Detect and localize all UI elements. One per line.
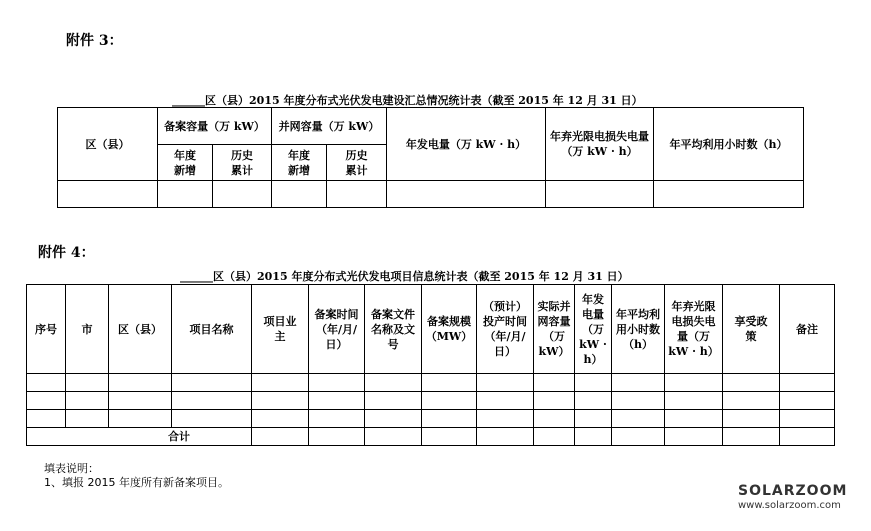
table-cell: [665, 374, 723, 392]
table-cell: [172, 392, 252, 410]
attachment4-heading: 附件 4：: [38, 245, 95, 261]
table-cell: [612, 410, 665, 428]
attachment3-caption: ______区（县）2015 年度分布式光伏发电建设汇总情况统计表（截至 2015 年 12 月 31 日）: [172, 94, 643, 107]
attachment4-table: [26, 284, 835, 446]
table-cell: [612, 374, 665, 392]
col-district: 区（县）: [109, 285, 172, 374]
table-cell: [309, 410, 365, 428]
table-cell: [575, 410, 612, 428]
table-cell: [365, 428, 422, 446]
table-cell: [27, 410, 66, 428]
table-cell: [365, 410, 422, 428]
table-cell: [252, 410, 309, 428]
table-cell: [252, 392, 309, 410]
table-row: [27, 410, 835, 428]
table-cell: [58, 181, 158, 208]
col-project-name: 项目名称: [172, 285, 252, 374]
table-cell: [477, 410, 534, 428]
table-cell: [27, 374, 66, 392]
attachment3-heading: 附件 3：: [66, 33, 123, 49]
table-cell: [109, 374, 172, 392]
col-annual-generation: 年发电量（万kW · h）: [575, 285, 612, 374]
sub-grid-total: 历史累计: [327, 145, 387, 181]
col-project-owner: 项目业主: [252, 285, 309, 374]
table-cell: [387, 181, 546, 208]
col-filing-date: 备案时间（年/月/日）: [309, 285, 365, 374]
attachment3-table: [57, 107, 804, 208]
table-cell: [534, 410, 575, 428]
table-cell: [172, 374, 252, 392]
table-cell: [477, 428, 534, 446]
table-cell: [109, 392, 172, 410]
table-cell: [534, 428, 575, 446]
table-cell: [534, 392, 575, 410]
solarzoom-logo: SOLARZOOM: [738, 483, 848, 499]
table-row: [58, 181, 804, 208]
col-operation-date: （预计）投产时间（年/月/日）: [477, 285, 534, 374]
table-cell: [534, 374, 575, 392]
table-cell: [422, 410, 477, 428]
sub-filed-new: 年度新增: [158, 145, 213, 181]
table-cell: [477, 392, 534, 410]
col-index: 序号: [27, 285, 66, 374]
table-row: [27, 374, 835, 392]
sub-grid-new: 年度新增: [272, 145, 327, 181]
table-cell: [213, 181, 272, 208]
table-cell: [546, 181, 654, 208]
total-row: [27, 428, 835, 446]
notes-title: 填表说明：: [44, 462, 99, 475]
table-cell: [252, 428, 309, 446]
notes-item-1: 1、填报 2015 年度所有新备案项目。: [44, 476, 229, 489]
attachment4-caption: ______区（县）2015 年度分布式光伏发电项目信息统计表（截至 2015 年 12 月 31 日）: [180, 270, 629, 283]
table-cell: [723, 392, 780, 410]
table-cell: [365, 374, 422, 392]
col-curtailment-loss: 年弃光限电损失电量（万 kW · h）: [546, 108, 654, 181]
table-cell: [612, 392, 665, 410]
table-cell: [158, 181, 213, 208]
solarzoom-url: www.solarzoom.com: [738, 500, 841, 511]
table-cell: [109, 410, 172, 428]
table-cell: [575, 428, 612, 446]
col-filing-scale: 备案规模（MW）: [422, 285, 477, 374]
table-cell: [365, 392, 422, 410]
table-cell: [665, 392, 723, 410]
col-curtailment-loss: 年弃光限电损失电量（万kW · h）: [665, 285, 723, 374]
table-cell: [780, 392, 835, 410]
table-cell: [575, 392, 612, 410]
table-cell: [327, 181, 387, 208]
table-cell: [665, 428, 723, 446]
table-cell: [66, 374, 109, 392]
table-cell: [66, 410, 109, 428]
table-cell: [780, 428, 835, 446]
table-cell: [272, 181, 327, 208]
col-grid-capacity: 实际并网容量（万kW）: [534, 285, 575, 374]
table-cell: [780, 410, 835, 428]
col-city: 市: [66, 285, 109, 374]
col-filed-capacity: 备案容量（万 kW）: [158, 108, 272, 145]
table-cell: [252, 374, 309, 392]
total-label: 合计: [27, 428, 252, 446]
table-cell: [309, 374, 365, 392]
table-cell: [309, 428, 365, 446]
sub-filed-total: 历史累计: [213, 145, 272, 181]
table-cell: [665, 410, 723, 428]
table-cell: [654, 181, 804, 208]
col-filing-document: 备案文件名称及文号: [365, 285, 422, 374]
table-cell: [422, 374, 477, 392]
table-cell: [27, 392, 66, 410]
table-cell: [422, 428, 477, 446]
table-cell: [723, 374, 780, 392]
table-cell: [612, 428, 665, 446]
col-grid-capacity: 并网容量（万 kW）: [272, 108, 387, 145]
col-district: 区（县）: [58, 108, 158, 181]
col-remarks: 备注: [780, 285, 835, 374]
table-cell: [575, 374, 612, 392]
col-utilization-hours: 年平均利用小时数（h）: [612, 285, 665, 374]
table-cell: [477, 374, 534, 392]
table-cell: [723, 428, 780, 446]
col-annual-generation: 年发电量（万 kW · h）: [387, 108, 546, 181]
table-cell: [66, 392, 109, 410]
table-row: [27, 392, 835, 410]
col-policy: 享受政策: [723, 285, 780, 374]
table-cell: [780, 374, 835, 392]
table-cell: [309, 392, 365, 410]
col-utilization-hours: 年平均利用小时数（h）: [654, 108, 804, 181]
table-cell: [422, 392, 477, 410]
table-cell: [723, 410, 780, 428]
table-cell: [172, 410, 252, 428]
